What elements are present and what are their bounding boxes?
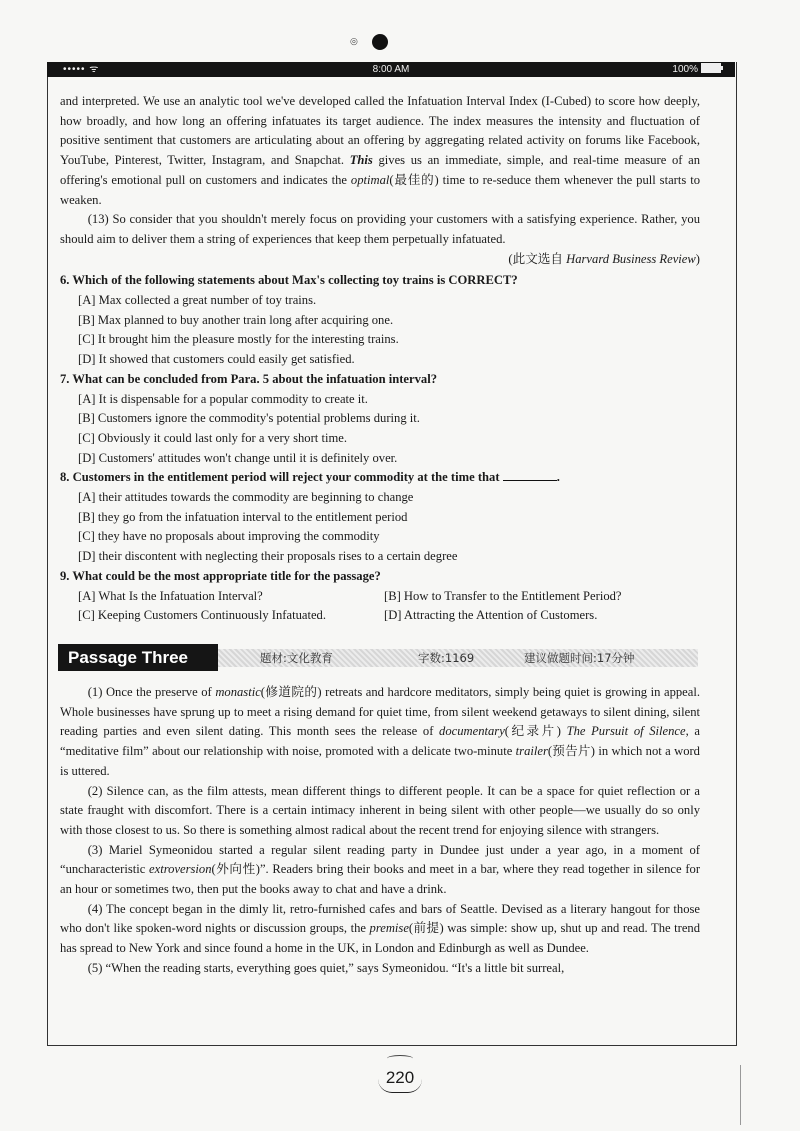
option-a: [A] Max collected a great number of toy trains.: [78, 293, 317, 308]
question-stem: 6. Which of the following statements about Max's collecting toy trains is CORRECT?: [60, 273, 518, 288]
option-d: [D] It showed that customers could easily get satisfied.: [78, 352, 355, 367]
signal-icon: ••••• ᯤ: [63, 64, 100, 75]
option-d: [D] Attracting the Attention of Customers.: [384, 608, 598, 623]
passage-paragraph-5: (5) “When the reading starts, everything goes quiet,” says Symeonidou. “It's a little bit surreal,: [87, 960, 565, 975]
paragraph-13: (13) So consider that you shouldn't merely focus on providing your customers with a satisfying experience. Rather, you should aim to deliver them a string of experiences that keep them perpetually infatuated.: [60, 212, 700, 246]
phone-status-bar: [47, 62, 735, 77]
option-c: [C] Obviously it could last only for a very short time.: [78, 430, 347, 445]
option-a: [A] It is dispensable for a popular commodity to create it.: [78, 391, 368, 406]
passage-title: Passage Three: [58, 644, 218, 671]
passage-paragraph-1: (1) Once the preserve of monastic(修道院的) retreats and hardcore meditators, simply being quiet is growing in appeal. Whole businesses have sprung up to meet a rising demand for quiet time, from silent weekend getaways to silent dining, silent reading parties and even silent dating. This month sees the release of documentary(纪录片) The Pursuit of Silence, a “meditative film” about our relationship with noise, promoted with a delicate two-minute trailer(预告片) in which not a word is uttered.: [60, 684, 701, 778]
question-stem: 8. Customers in the entitlement period will reject your commodity at the time that .: [60, 470, 560, 485]
status-time: 8:00 AM: [372, 64, 410, 75]
suggested-time: 建议做题时间:17分钟: [524, 650, 635, 665]
question-7: [60, 370, 700, 469]
question-stem: 9. What could be the most appropriate title for the passage?: [60, 568, 381, 583]
option-a: [A] What Is the Infatuation Interval?: [78, 588, 263, 603]
option-b: [B] they go from the infatuation interval to the entitlement period: [78, 509, 408, 524]
battery-status: [672, 62, 721, 77]
battery-percent: 100%: [672, 64, 698, 75]
intro-paragraph: and interpreted. We use an analytic tool we've developed called the Infatuation Interval Index (I-Cubed) to score how deeply, how broadly, and how long an offering infatuates its target audience. The index measures the intensity and fluctuation of positive sentiment that customers are articulating about an offering by aggregating related activity on forums like Facebook, YouTube, Pinterest, Twitter, Instagram, and Snapchat. This gives us an immediate, simple, and real-time measure of an offering's emotional pull on customers and indicates the optimal(最佳的) time to re-seduce them whenever the pull starts to weaken.: [60, 94, 700, 207]
option-b: [B] Customers ignore the commodity's potential problems during it.: [78, 411, 420, 426]
question-8: [60, 468, 700, 567]
option-b: [B] Max planned to buy another train long after acquiring one.: [78, 312, 394, 327]
source-citation: (此文选自 Harvard Business Review): [508, 251, 700, 266]
question-6: [60, 271, 700, 370]
passage-paragraph-4: (4) The concept began in the dimly lit, retro-furnished cafes and bars of Seattle. Devised as a literary hangout for those who don't like spoken-word nights or discussion groups, the premise(前提) was simple: show up, shut up and read. The trend has spread to New York and since found a home in the UK, in London and Edinburgh as well as Dundee.: [60, 901, 701, 956]
passage-meta-band: [218, 649, 698, 667]
options-row: [78, 587, 700, 607]
registration-dot-icon: [372, 34, 388, 50]
passage-header: [58, 644, 700, 671]
document-body: [60, 92, 700, 979]
word-count: 字数:1169: [418, 650, 475, 665]
option-a: [A] their attitudes towards the commodity are beginning to change: [78, 490, 414, 505]
printer-mark: [350, 32, 410, 52]
scan-edge-line: [740, 1065, 741, 1125]
option-c: [C] Keeping Customers Continuously Infatuated.: [78, 608, 326, 623]
registration-mark-icon: ◎: [350, 36, 358, 46]
page-number-ornament: [387, 1055, 413, 1062]
option-c: [C] It brought him the pleasure mostly for the interesting trains.: [78, 332, 399, 347]
page-footer: [0, 1055, 800, 1093]
page-number: 220: [378, 1064, 422, 1093]
answer-blank: [503, 468, 557, 481]
option-b: [B] How to Transfer to the Entitlement Period?: [384, 588, 622, 603]
passage-paragraph-3: (3) Mariel Symeonidou started a regular silent reading party in Dundee just under a year ago, in a moment of “uncharacteristic extroversion(外向性)”. Readers bring their books and meet in a bar, where they read together in silence for an hour or sometimes two, then put the books away to chat and have a drink.: [60, 842, 701, 897]
passage-paragraph-2: (2) Silence can, as the film attests, mean different things to different people. It can be a space for quiet reflection or a state fraught with discomfort. There is a certain intimacy inherent in being silent with other people—we usually do so only with those closest to us. So there is something almost radical about the recent trend for enjoying silence with strangers.: [60, 783, 700, 837]
battery-icon: [701, 63, 721, 73]
options-row: [78, 606, 700, 626]
option-c: [C] they have no proposals about improving the commodity: [78, 529, 380, 544]
question-9: [60, 567, 700, 626]
topic-label: 题材:文化教育: [260, 650, 333, 665]
option-d: [D] their discontent with neglecting their proposals rises to a certain degree: [78, 549, 458, 564]
option-d: [D] Customers' attitudes won't change until it is definitely over.: [78, 450, 398, 465]
question-stem: 7. What can be concluded from Para. 5 about the infatuation interval?: [60, 371, 438, 386]
